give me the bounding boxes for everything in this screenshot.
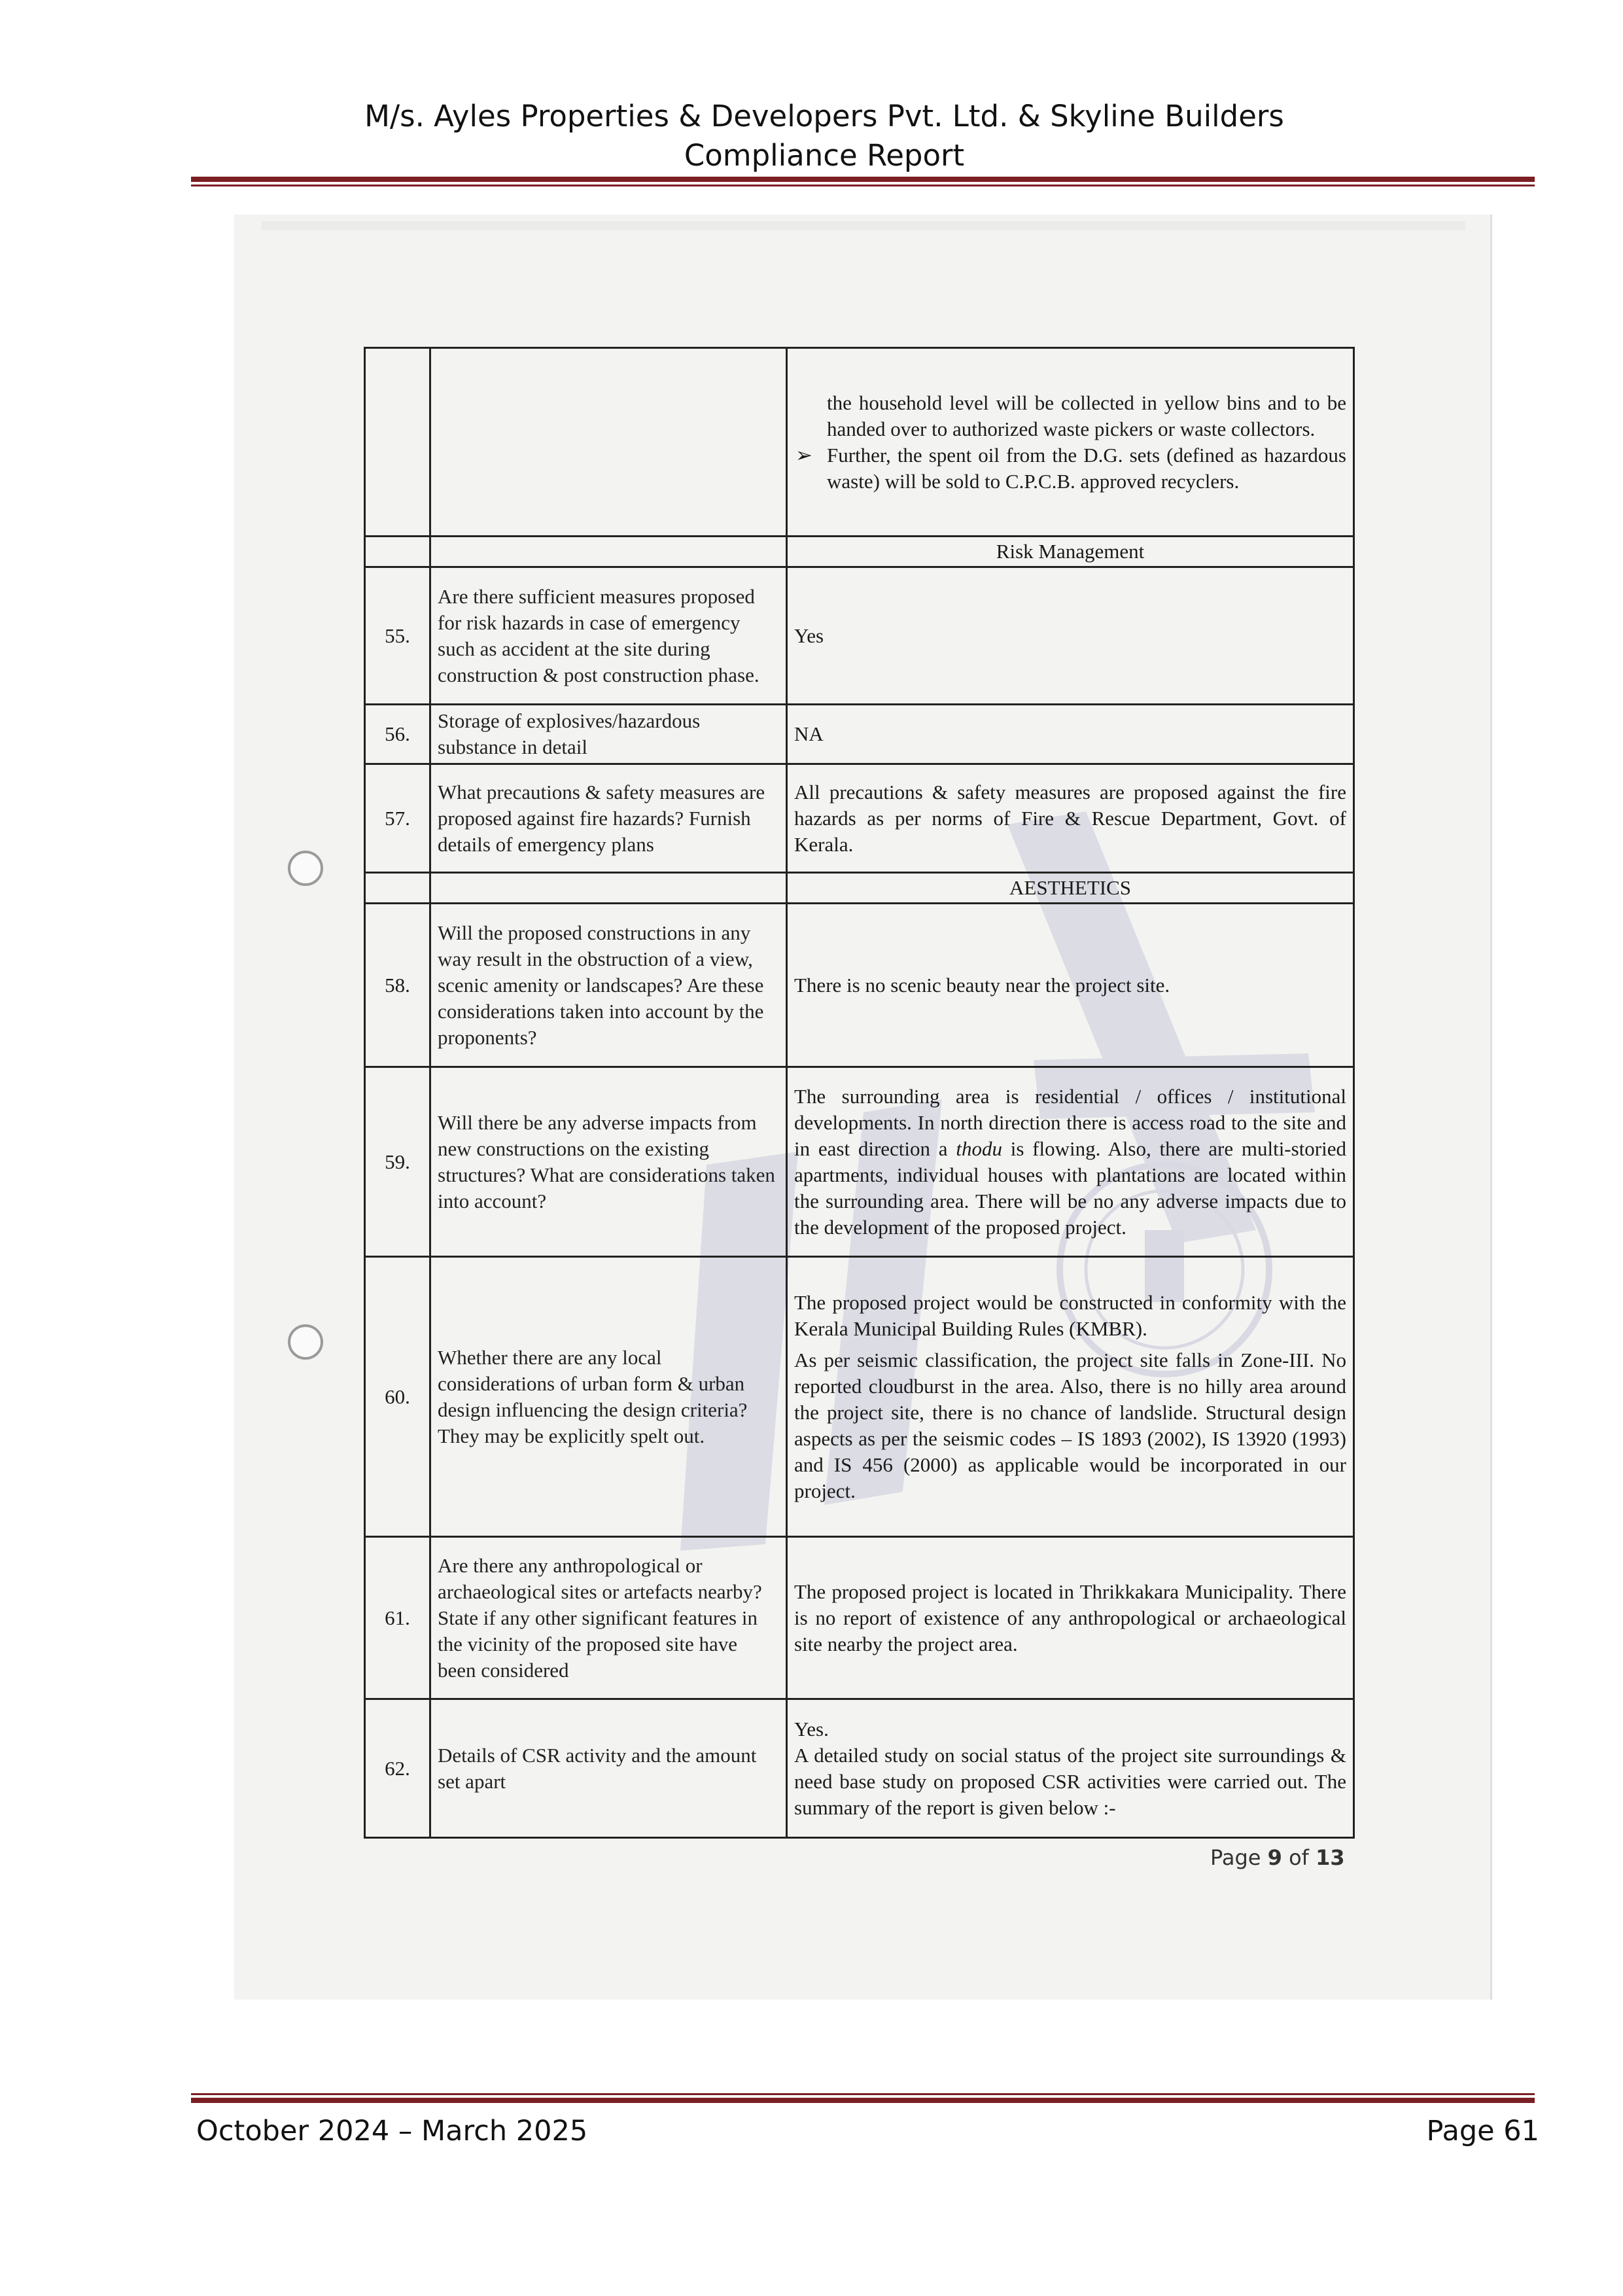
- table-row: [365, 348, 1354, 537]
- footer-period: October 2024 – March 2025: [196, 2115, 588, 2147]
- compliance-table: [364, 347, 1355, 1839]
- table-row: [365, 1067, 1354, 1257]
- answer-text-part: is flowing. Also, there are multi-storied apartments, individual houses with plantations are located within the surrounding area. There will be no any adverse impacts due to the development of the proposed project.: [794, 1137, 1346, 1239]
- row-number: 60.: [365, 1257, 430, 1537]
- header-company-title: M/s. Ayles Properties & Developers Pvt. Ltd. & Skyline Builders: [364, 99, 1284, 133]
- row-number: 59.: [365, 1067, 430, 1257]
- answer-text: The proposed project is located in Thrikkakara Municipality. There is no report of existence of any anthropological or archaeological site nearby the project area.: [787, 1537, 1354, 1699]
- question-text: Will there be any adverse impacts from new constructions on the existing structures? What are considerations taken into account?: [430, 1067, 787, 1257]
- page-number-separator: of: [1282, 1845, 1316, 1870]
- answer-text: There is no scenic beauty near the project site.: [787, 904, 1354, 1067]
- scan-edge-shadow: [262, 221, 1465, 230]
- section-row-risk-management: [365, 537, 1354, 567]
- row-number: 57.: [365, 764, 430, 873]
- row-number-cell: [365, 348, 430, 537]
- answer-cell: [787, 348, 1354, 537]
- answer-paragraph: As per seismic classification, the project site falls in Zone-III. No reported cloudburst in the area. Also, there is no hilly area around the project site, there is no chance of landslide. Structural design aspects as per the seismic codes – IS 1893 (2002), IS 13920 (1993) and IS 456 (2000) as applicable would be incorporated in our project.: [794, 1348, 1346, 1502]
- question-cell: [430, 873, 787, 904]
- footer-rule-thin: [191, 2093, 1535, 2095]
- table-row: [365, 705, 1354, 764]
- table-row: [365, 1537, 1354, 1699]
- table-row: [365, 904, 1354, 1067]
- section-row-aesthetics: [365, 873, 1354, 904]
- question-cell: [430, 537, 787, 567]
- row-number: 56.: [365, 705, 430, 764]
- question-text: Details of CSR activity and the amount set apart: [430, 1699, 787, 1838]
- answer-text: Yes: [787, 567, 1354, 705]
- answer-text-part: The surrounding area is residential / offices / institutional developments. In north direction there is access road to the site and in east direction a: [794, 1084, 1346, 1160]
- row-number-cell: [365, 873, 430, 904]
- question-text: Are there any anthropological or archaeological sites or artefacts nearby? State if any other significant features in the vicinity of the proposed site have been considered: [430, 1537, 787, 1699]
- question-text: Storage of explosives/hazardous substance in detail: [430, 705, 787, 764]
- row-number: 61.: [365, 1537, 430, 1699]
- answer-text: the household level will be collected in yellow bins and to be handed over to authorized waste pickers or waste collectors.: [827, 391, 1346, 440]
- answer-paragraph: A detailed study on social status of the project site surroundings & need base study on proposed CSR activities were carried out. The summary of the report is given below :-: [794, 1743, 1346, 1819]
- answer-paragraph: The proposed project would be constructed in conformity with the Kerala Municipal Building Rules (KMBR).: [794, 1290, 1346, 1340]
- page-number-current: 9: [1267, 1845, 1282, 1870]
- answer-cell: [787, 1067, 1354, 1257]
- answer-cell: [787, 1257, 1354, 1537]
- punch-hole-lower: [288, 1324, 323, 1360]
- question-text: Will the proposed constructions in any way result in the obstruction of a view, scenic amenity or landscapes? Are these considerations taken into account by the proponents?: [430, 904, 787, 1067]
- row-number: 55.: [365, 567, 430, 705]
- answer-bullet: ➢ Further, the spent oil from the D.G. sets (defined as hazardous waste) will be sold to C.P.C.B. approved recyclers.: [794, 442, 1346, 495]
- row-number-cell: [365, 537, 430, 567]
- question-text: Whether there are any local considerations of urban form & urban design influencing the design criteria? They may be explicitly spelt out.: [430, 1257, 787, 1537]
- table-row: [365, 567, 1354, 705]
- question-text: What precautions & safety measures are proposed against fire hazards? Furnish details of emergency plans: [430, 764, 787, 873]
- section-title: Risk Management: [787, 537, 1354, 567]
- header-report-title: Compliance Report: [684, 138, 965, 173]
- page-number-prefix: Page: [1210, 1845, 1268, 1870]
- answer-cell: [787, 1699, 1354, 1838]
- answer-text: NA: [787, 705, 1354, 764]
- question-cell: [430, 348, 787, 537]
- table-row: [365, 1257, 1354, 1537]
- page-header: [190, 97, 1459, 175]
- scanned-page-number: [1210, 1845, 1345, 1870]
- page-number-total: 13: [1316, 1845, 1345, 1870]
- section-title: AESTHETICS: [787, 873, 1354, 904]
- row-number: 58.: [365, 904, 430, 1067]
- footer-page-number: Page 61: [1426, 2115, 1539, 2147]
- answer-text-emphasis: thodu: [956, 1137, 1002, 1160]
- answer-paragraph: Yes.: [794, 1717, 829, 1740]
- question-text: Are there sufficient measures proposed for risk hazards in case of emergency such as accident at the site during construction & post construction phase.: [430, 567, 787, 705]
- header-rule-thin: [191, 185, 1535, 186]
- answer-text: All precautions & safety measures are proposed against the fire hazards as per norms of Fire & Rescue Department, Govt. of Kerala.: [787, 764, 1354, 873]
- table-row: [365, 1699, 1354, 1838]
- row-number: 62.: [365, 1699, 430, 1838]
- footer-rule-thick: [191, 2098, 1535, 2103]
- punch-hole-upper: [288, 851, 323, 886]
- header-rule-thick: [191, 177, 1535, 182]
- table-row: [365, 764, 1354, 873]
